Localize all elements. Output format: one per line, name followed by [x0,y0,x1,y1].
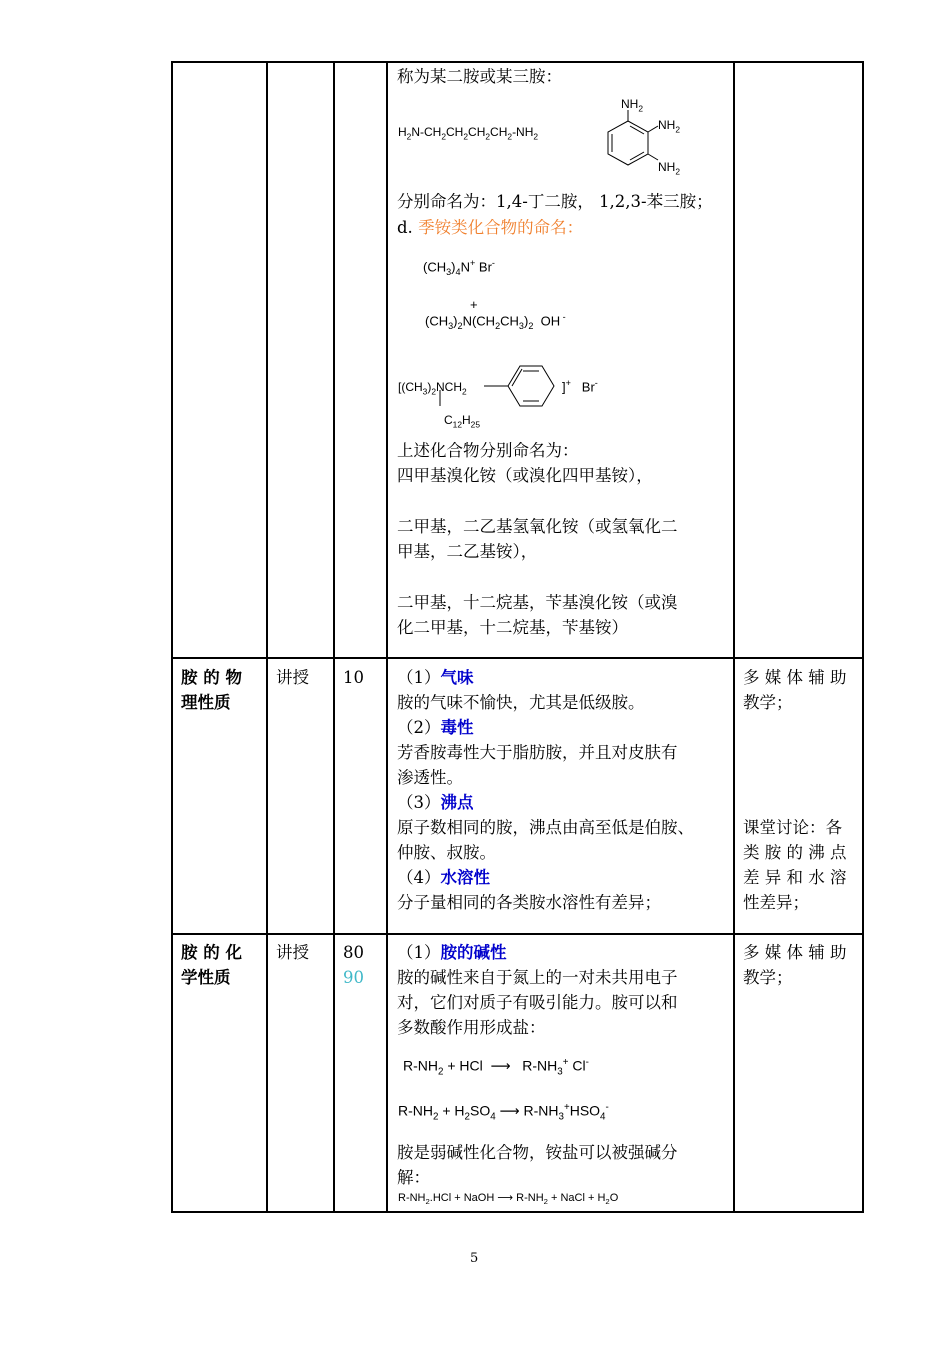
row2-p3-text-a: 原子数相同的胺，沸点由高至低是伯胺、 [397,818,694,837]
d-title: 季铵类化合物的命名： [418,218,584,237]
row2-p2-text-a: 芳香胺毒性大于脂肪胺，并且对皮肤有 [397,743,678,762]
row2-p4-text: 分子量相同的各类胺水溶性有差异； [397,893,661,912]
row3-method: 讲授 [276,943,309,962]
p1-title: 气味 [440,668,474,687]
p3-title: 沸点 [440,793,474,812]
row2-note2-b: 类 胺 的 沸 点 [743,843,847,862]
chem-quat3-charge: ]+ Br- [562,378,598,395]
chem-eq3: $R-NH_2.HCl$ + NaOH ⟶ $R-NH_2$ + NaCl + $H_2O$ [398,1192,619,1207]
chem-quat3-ring [484,356,564,416]
row1-name1: 四甲基溴化铵（或溴化四甲基铵）， [397,466,653,485]
table-border-top [171,61,864,63]
chem-benzenetriamine [600,96,710,186]
chem-diamine: $H_2N-CH_2CH_2CH_2CH_2-NH_2$ [398,125,539,142]
row1-name3b: 化二甲基，十二烷基，苄基铵） [397,618,628,637]
row1-name2a: 二甲基，二乙基氢氧化铵（或氢氧化二 [397,517,678,536]
row3-minutes: 80 [343,943,364,962]
page-number: 5 [470,1251,479,1266]
row3-note-b: 教学； [743,968,793,987]
row1-d-heading [397,215,583,241]
col-line-0 [171,61,173,1213]
row2-p3-text-b: 仲胺、叔胺。 [397,843,496,862]
row2-note1-b: 教学； [743,693,793,712]
col-line-4 [733,61,735,1213]
row2-minutes: 10 [343,668,364,687]
col-line-1 [266,61,268,1213]
row2-p1-text: 胺的气味不愉快，尤其是低级胺。 [397,693,645,712]
chem-eq2: $R-NH_2 + H_2SO_4$ ⟶ $R-NH_3^+HSO_4^-$ [398,1102,609,1123]
row2-note2-a: 课堂讨论：各 [743,818,842,837]
row3-text-e: 解： [397,1168,430,1187]
row3-p1-heading [397,940,507,966]
row3-topic-b: 学性质 [181,968,231,987]
table-border-bottom [171,1211,864,1213]
row3-text-a: 胺的碱性来自于氮上的一对未共用电子 [397,968,678,987]
row3-topic-a: 胺 的 化 [181,943,242,962]
row3-minutes-alt: 90 [343,968,364,987]
row1-line1: 称为某二胺或某三胺： [397,67,562,86]
row3-p1-num: （1） [397,943,441,962]
chem-nh2-bottom: $NH_2$ [658,160,681,177]
row1-name2b: 甲基，二乙基铵）， [397,542,538,561]
row3-note-a: 多 媒 体 辅 助 [743,943,847,962]
chem-nh2-mid: $NH_2$ [658,118,681,135]
row2-p3-heading [397,790,474,816]
row3-text-b: 对，它们对质子有吸引能力。胺可以和 [397,993,678,1012]
row1-name3a: 二甲基，十二烷基，苄基溴化铵（或溴 [397,593,678,612]
row2-topic-a: 胺 的 物 [181,668,242,687]
row3-text-d: 胺是弱碱性化合物，铵盐可以被强碱分 [397,1143,678,1162]
row1-naming: 分别命名为：1,4-丁二胺， 1,2,3-苯三胺； [397,192,713,211]
row2-note2-d: 性差异； [743,893,809,912]
col-line-3 [386,61,388,1213]
row2-note2-c: 差 异 和 水 溶 [743,868,847,887]
p4-num: （4） [397,868,441,887]
chem-eq1: $R-NH_2$ + HCl ⟶ $R-NH_3^+$ Cl- [403,1057,589,1078]
p3-num: （3） [397,793,441,812]
row2-method: 讲授 [276,668,309,687]
row-divider-2 [171,933,864,935]
col-line-2 [333,61,335,1213]
row3-p1-title: 胺的碱性 [440,943,507,962]
row-divider-1 [171,657,864,659]
row2-p1-heading [397,665,474,691]
chem-quat2-plus: + [470,297,478,312]
row2-topic-b: 理性质 [181,693,231,712]
chem-quat2: $(CH_3)_2N(CH_2CH_3)_2$ OH - [425,312,566,331]
p2-num: （2） [397,718,441,737]
chem-quat3-chain: $C_{12}H_{25}$ [444,413,480,430]
col-line-5 [862,61,864,1213]
row2-p4-heading [397,865,490,891]
chem-quat3: [$(CH_3)_2NCH_2$ [398,380,467,397]
row2-p2-heading [397,715,474,741]
chem-nh2-top: $NH_2$ [621,97,644,114]
p2-title: 毒性 [440,718,474,737]
p4-title: 水溶性 [440,868,490,887]
row3-text-c: 多数酸作用形成盐： [397,1018,546,1037]
row2-note1-a: 多 媒 体 辅 助 [743,668,847,687]
row1-names-intro: 上述化合物分别命名为： [397,441,579,460]
p1-num: （1） [397,668,441,687]
chem-quat1: $(CH_3)_4N^+$ Br- [423,258,495,277]
d-prefix: d. [397,218,419,237]
row2-p2-text-b: 渗透性。 [397,768,463,787]
